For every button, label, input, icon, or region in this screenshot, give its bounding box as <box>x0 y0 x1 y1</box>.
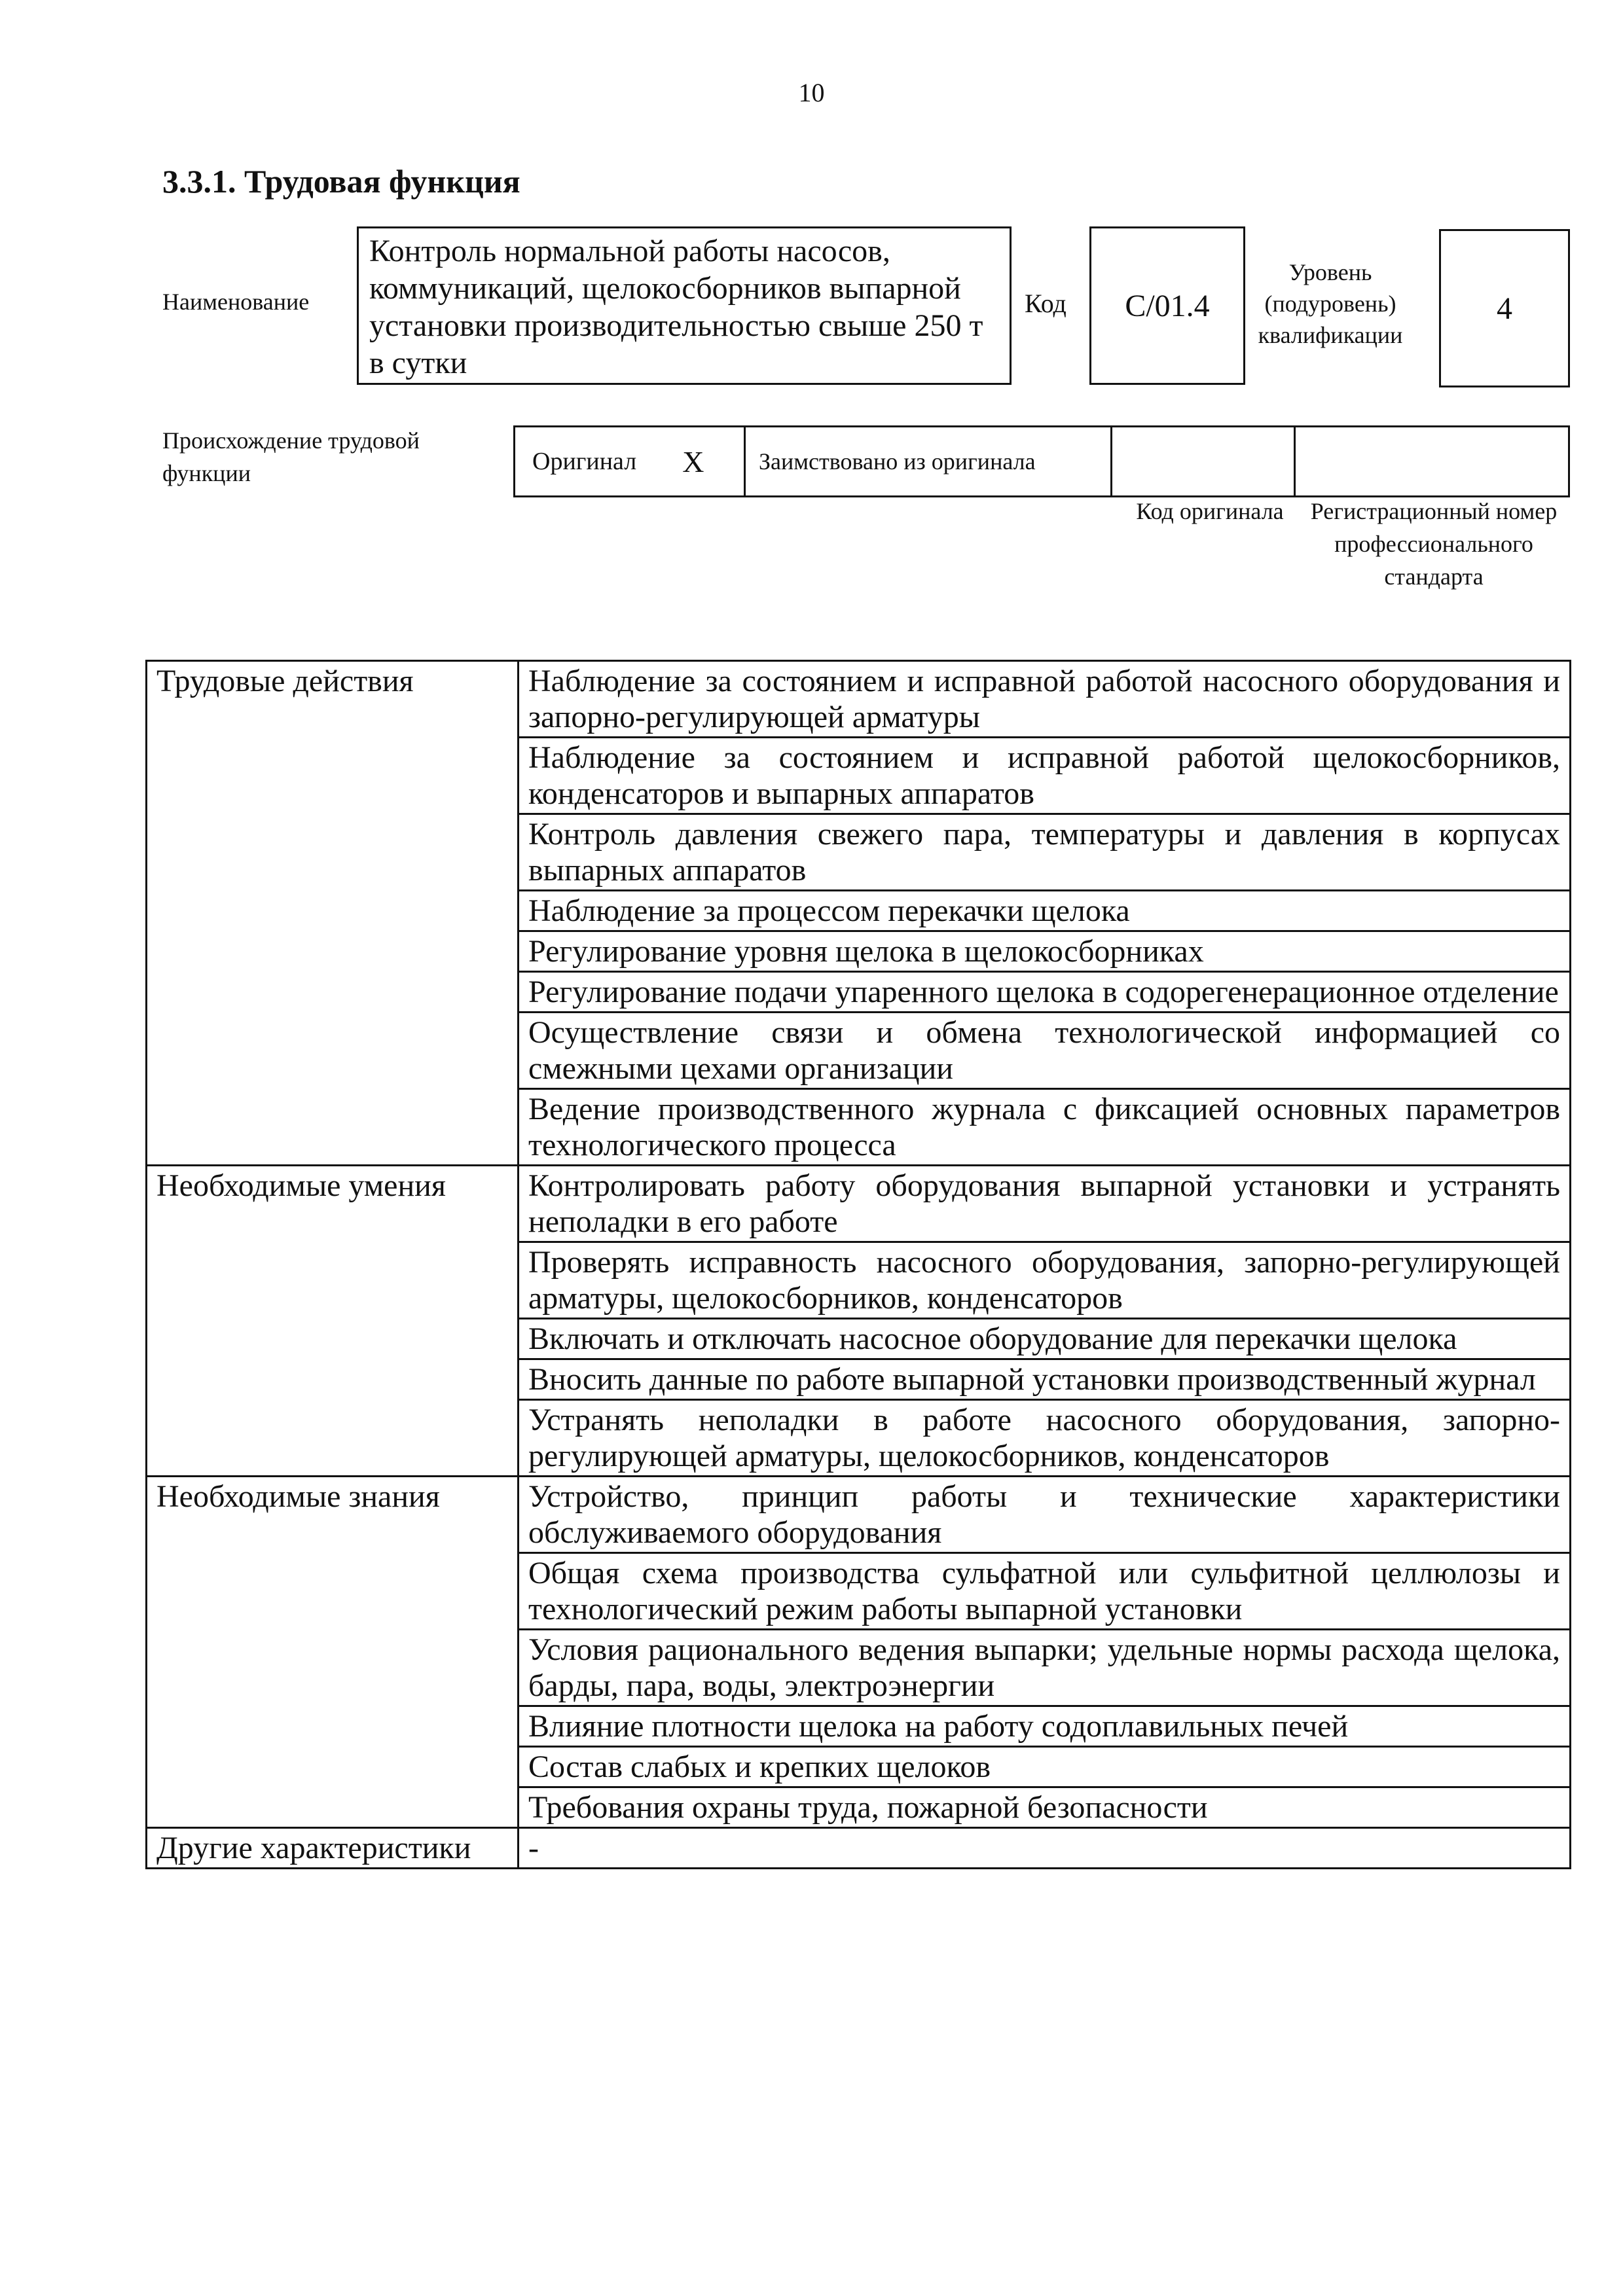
section-item-cell: Условия рационального ведения выпарки; удельные нормы расхода щелока, барды, пара, воды, электроэнергии <box>519 1630 1571 1706</box>
section-item-cell: Регулирование подачи упаренного щелока в содорегенерационное отделение <box>519 972 1571 1013</box>
section-item-cell: - <box>519 1828 1571 1869</box>
section-title: 3.3.1. Трудовая функция <box>162 163 520 200</box>
section-item-cell: Влияние плотности щелока на работу содоплавильных печей <box>519 1706 1571 1747</box>
original-label: Оригинал <box>532 448 637 475</box>
original-code-caption: Код оригинала <box>1136 498 1284 524</box>
function-details-table <box>145 660 1571 1869</box>
section-title-cell: Другие характеристики <box>147 1828 519 1869</box>
section-item-cell: Вносить данные по работе выпарной установки производственный журнал <box>519 1359 1571 1400</box>
section-item-cell: Общая схема производства сульфатной или сульфитной целлюлозы и технологический режим работы выпарной установки <box>519 1553 1571 1630</box>
level-label: Уровень (подуровень) квалификации <box>1258 259 1403 348</box>
reg-number-caption: Регистрационный номер профессионального стандарта <box>1310 498 1558 590</box>
section-item-cell: Состав слабых и крепких щелоков <box>519 1747 1571 1787</box>
name-label: Наименование <box>162 289 310 315</box>
table-row <box>147 1828 1571 1869</box>
table-row <box>147 661 1571 738</box>
section-item-cell: Устранять неполадки в работе насосного оборудования, запорно-регулирующей арматуры, щелокосборников, конденсаторов <box>519 1400 1571 1477</box>
section-item-cell: Устройство, принцип работы и технические характеристики обслуживаемого оборудования <box>519 1477 1571 1553</box>
section-title-cell: Трудовые действия <box>147 661 519 1166</box>
code-box: C/01.4 <box>1089 226 1245 385</box>
borrowed-cell: Заимствовано из оригинала <box>746 427 1112 495</box>
table-row <box>147 1166 1571 1242</box>
original-cell <box>515 427 746 495</box>
original-code-cell <box>1112 427 1296 495</box>
section-title-cell: Необходимые знания <box>147 1477 519 1828</box>
section-item-cell: Включать и отключать насосное оборудование для перекачки щелока <box>519 1319 1571 1359</box>
section-item-cell: Наблюдение за состоянием и исправной работой насосного оборудования и запорно-регулирующей арматуры <box>519 661 1571 738</box>
function-name-box: Контроль нормальной работы насосов, коммуникаций, щелокосборников выпарной установки производительностью свыше 250 т в сутки <box>357 226 1012 385</box>
origin-table <box>513 425 1570 497</box>
section-item-cell: Регулирование уровня щелока в щелокосборниках <box>519 931 1571 972</box>
table-row <box>147 1477 1571 1553</box>
section-item-cell: Наблюдение за процессом перекачки щелока <box>519 891 1571 931</box>
original-mark: X <box>682 444 704 478</box>
section-item-cell: Ведение производственного журнала с фиксацией основных параметров технологического процесса <box>519 1089 1571 1166</box>
origin-label: Происхождение трудовой функции <box>162 427 420 486</box>
section-item-cell: Требования охраны труда, пожарной безопасности <box>519 1787 1571 1828</box>
section-title-cell: Необходимые умения <box>147 1166 519 1477</box>
section-item-cell: Контроль давления свежего пара, температуры и давления в корпусах выпарных аппаратов <box>519 814 1571 891</box>
section-item-cell: Осуществление связи и обмена технологической информацией со смежными цехами организации <box>519 1013 1571 1089</box>
code-label: Код <box>1025 289 1067 318</box>
section-item-cell: Контролировать работу оборудования выпарной установки и устранять неполадки в его работе <box>519 1166 1571 1242</box>
section-item-cell: Проверять исправность насосного оборудования, запорно-регулирующей арматуры, щелокосборников, конденсаторов <box>519 1242 1571 1319</box>
level-box: 4 <box>1439 229 1570 387</box>
reg-number-cell <box>1296 427 1568 495</box>
page-number: 10 <box>798 78 825 107</box>
section-item-cell: Наблюдение за состоянием и исправной работой щелокосборников, конденсаторов и выпарных аппаратов <box>519 738 1571 814</box>
